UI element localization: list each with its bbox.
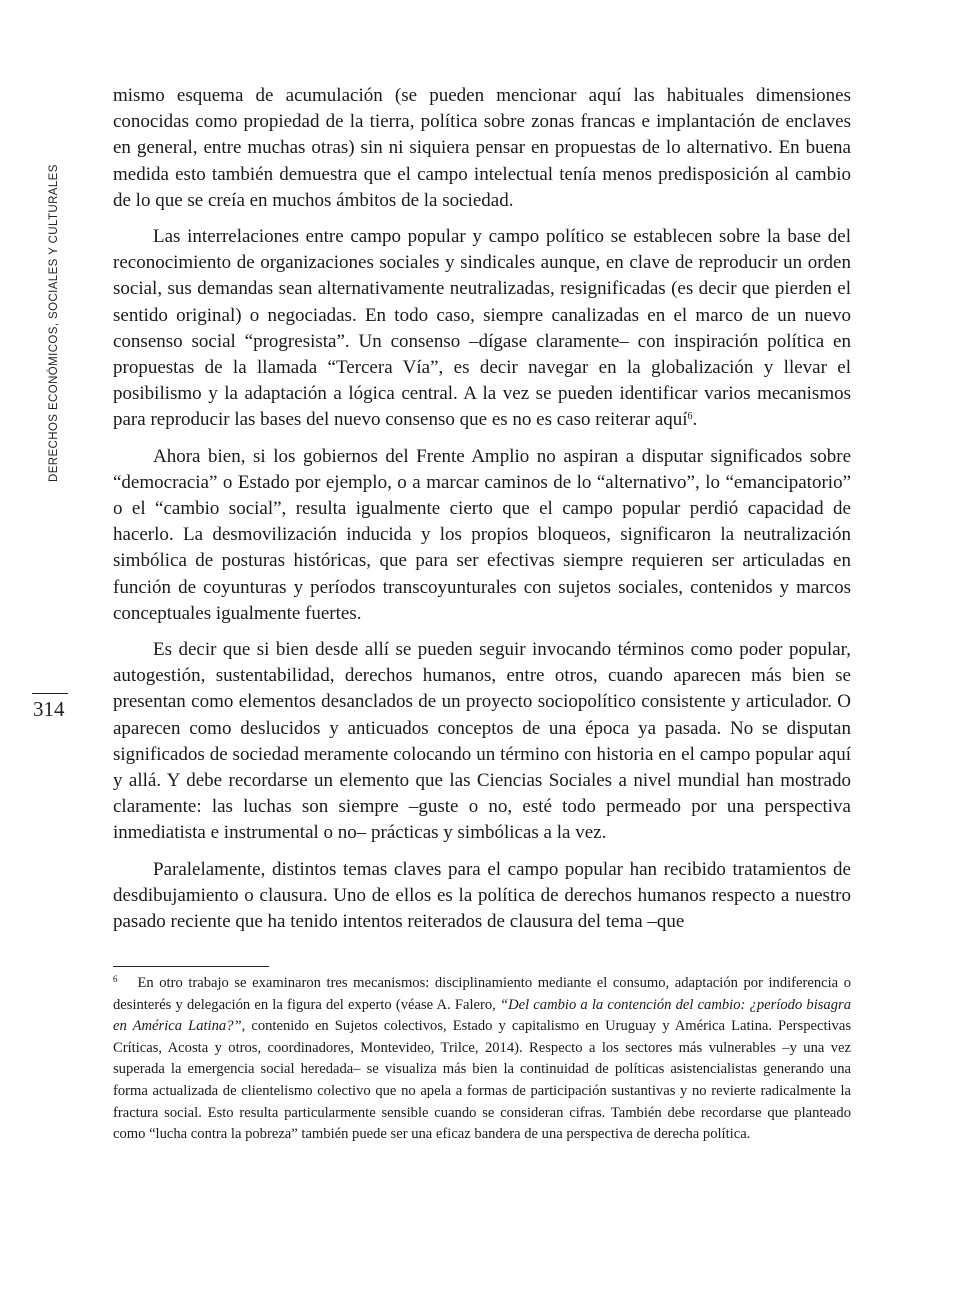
paragraph-4: Es decir que si bien desde allí se pueden seguir invocando términos como poder popular, autogestión, sustentabilidad, derechos humanos, entre otros, cuando aparecen más bien se presentan como elementos desanclados de un proyecto sociopolítico consistente y articulador. O aparecen como deslucidos y anticuados conceptos de una época ya pasada. No se disputan significados de sociedad meramente colocando un término con historia en el campo popular aquí y allá. Y debe recordarse un elemento que las Ciencias Sociales a nivel mundial han mostrado claramente: las luchas son siempre –guste o no, esté todo permeado por una perspectiva inmediatista e instrumental o no– prácticas y simbólicas a la vez. <box>113 639 851 844</box>
paragraph-2 <box>113 224 851 434</box>
footnote-cited-title: “Del cambio a la contención del cambio: ¿período bisagra en América Latina?” <box>113 996 852 1035</box>
footnote <box>113 973 851 1146</box>
footnote-text-end: , contenido en Sujetos colectivos, Estado y capitalismo en Uruguay y América Latina. Perspectivas Críticas, Acosta y otros, coordinadores, Montevideo, Trilce, 2014). Respecto a los sectores más vulnerables –y una vez superada la emergencia social heredada– se visualiza más bien la continuidad de políticas asistencialistas generando una forma actualizada de clientelismo colectivo que no apela a formas de participación sustantivas y no revierte radicalmente la fractura social. Esto resulta particularmente sensible cuando se consideran cifras. También debe recordarse que planteado como “lucha contra la pobreza” también puede ser una eficaz bandera de una perspectiva de derecha política. <box>113 1018 852 1143</box>
running-head: DERECHOS ECONÓMICOS, SOCIALES Y CULTURALES <box>48 164 60 482</box>
footnote-separator <box>113 966 269 967</box>
paragraph-2-period: . <box>692 409 698 431</box>
footnote-reference[interactable]: 6 <box>687 411 693 423</box>
page-number: 314 <box>33 697 65 721</box>
paragraph-3: Ahora bien, si los gobiernos del Frente Amplio no aspiran a disputar significados sobre “democracia” o Estado por ejemplo, o a marcar caminos de lo “alternativo”, lo “emancipatorio” o el “cambio social”, resulta igualmente cierto que el campo popular perdió capacidad de hacerlo. La desmovilización inducida y los propios bloqueos, significaron la neutralización simbólica de posturas históricas, que para ser efectivas siempre requieren ser articuladas en función de coyunturas y períodos transcoyunturales con sujetos sociales, contenidos y marcos conceptuales igualmente fuertes. <box>113 445 851 624</box>
footnote-marker: 6 <box>113 974 118 984</box>
paragraph-1: mismo esquema de acumulación (se pueden mencionar aquí las habituales dimensiones conocidas como propiedad de la tierra, política sobre zonas francas e implantación de enclaves en general, entre muchas otras) sin ni siquiera pensar en propuestas de lo alternativo. En buena medida esto también demuestra que el campo intelectual tenía menos predisposición al cambio de lo que se creía en muchos ámbitos de la sociedad. <box>113 85 851 211</box>
paragraph-2-text: Las interrelaciones entre campo popular y campo político se establecen sobre la base del reconocimiento de organizaciones sociales y sindicales aunque, en clave de reproducir un orden social, sus demandas sean alternativamente neutralizadas, resignificadas (es decir que pierden el sentido original) o negociadas. En todo caso, siempre canalizadas en el marco de un nuevo consenso social “progresista”. Un consenso –dígase claramente– con inspiración política en propuestas de la llamada “Tercera Vía”, es decir navegar en la globalización y llevar el posibilismo y la adaptación a lógica central. A la vez se pueden identificar varios mecanismos para reproducir las bases del nuevo consenso que es no es caso reiterar aquí <box>113 226 851 431</box>
paragraph-5: Paralelamente, distintos temas claves para el campo popular han recibido tratamientos de desdibujamiento o clausura. Uno de ellos es la política de derechos humanos respecto a nuestro pasado reciente que ha tenido intentos reiterados de clausura del tema –que <box>113 858 851 933</box>
body-text <box>113 83 851 945</box>
footnote-text-start: En otro trabajo se examinaron tres mecanismos: disciplinamiento mediante el consumo, adaptación por indiferencia o desinterés y delegación en la figura del experto (véase A. Falero, <box>113 975 851 1013</box>
page-number-rule <box>32 693 68 694</box>
